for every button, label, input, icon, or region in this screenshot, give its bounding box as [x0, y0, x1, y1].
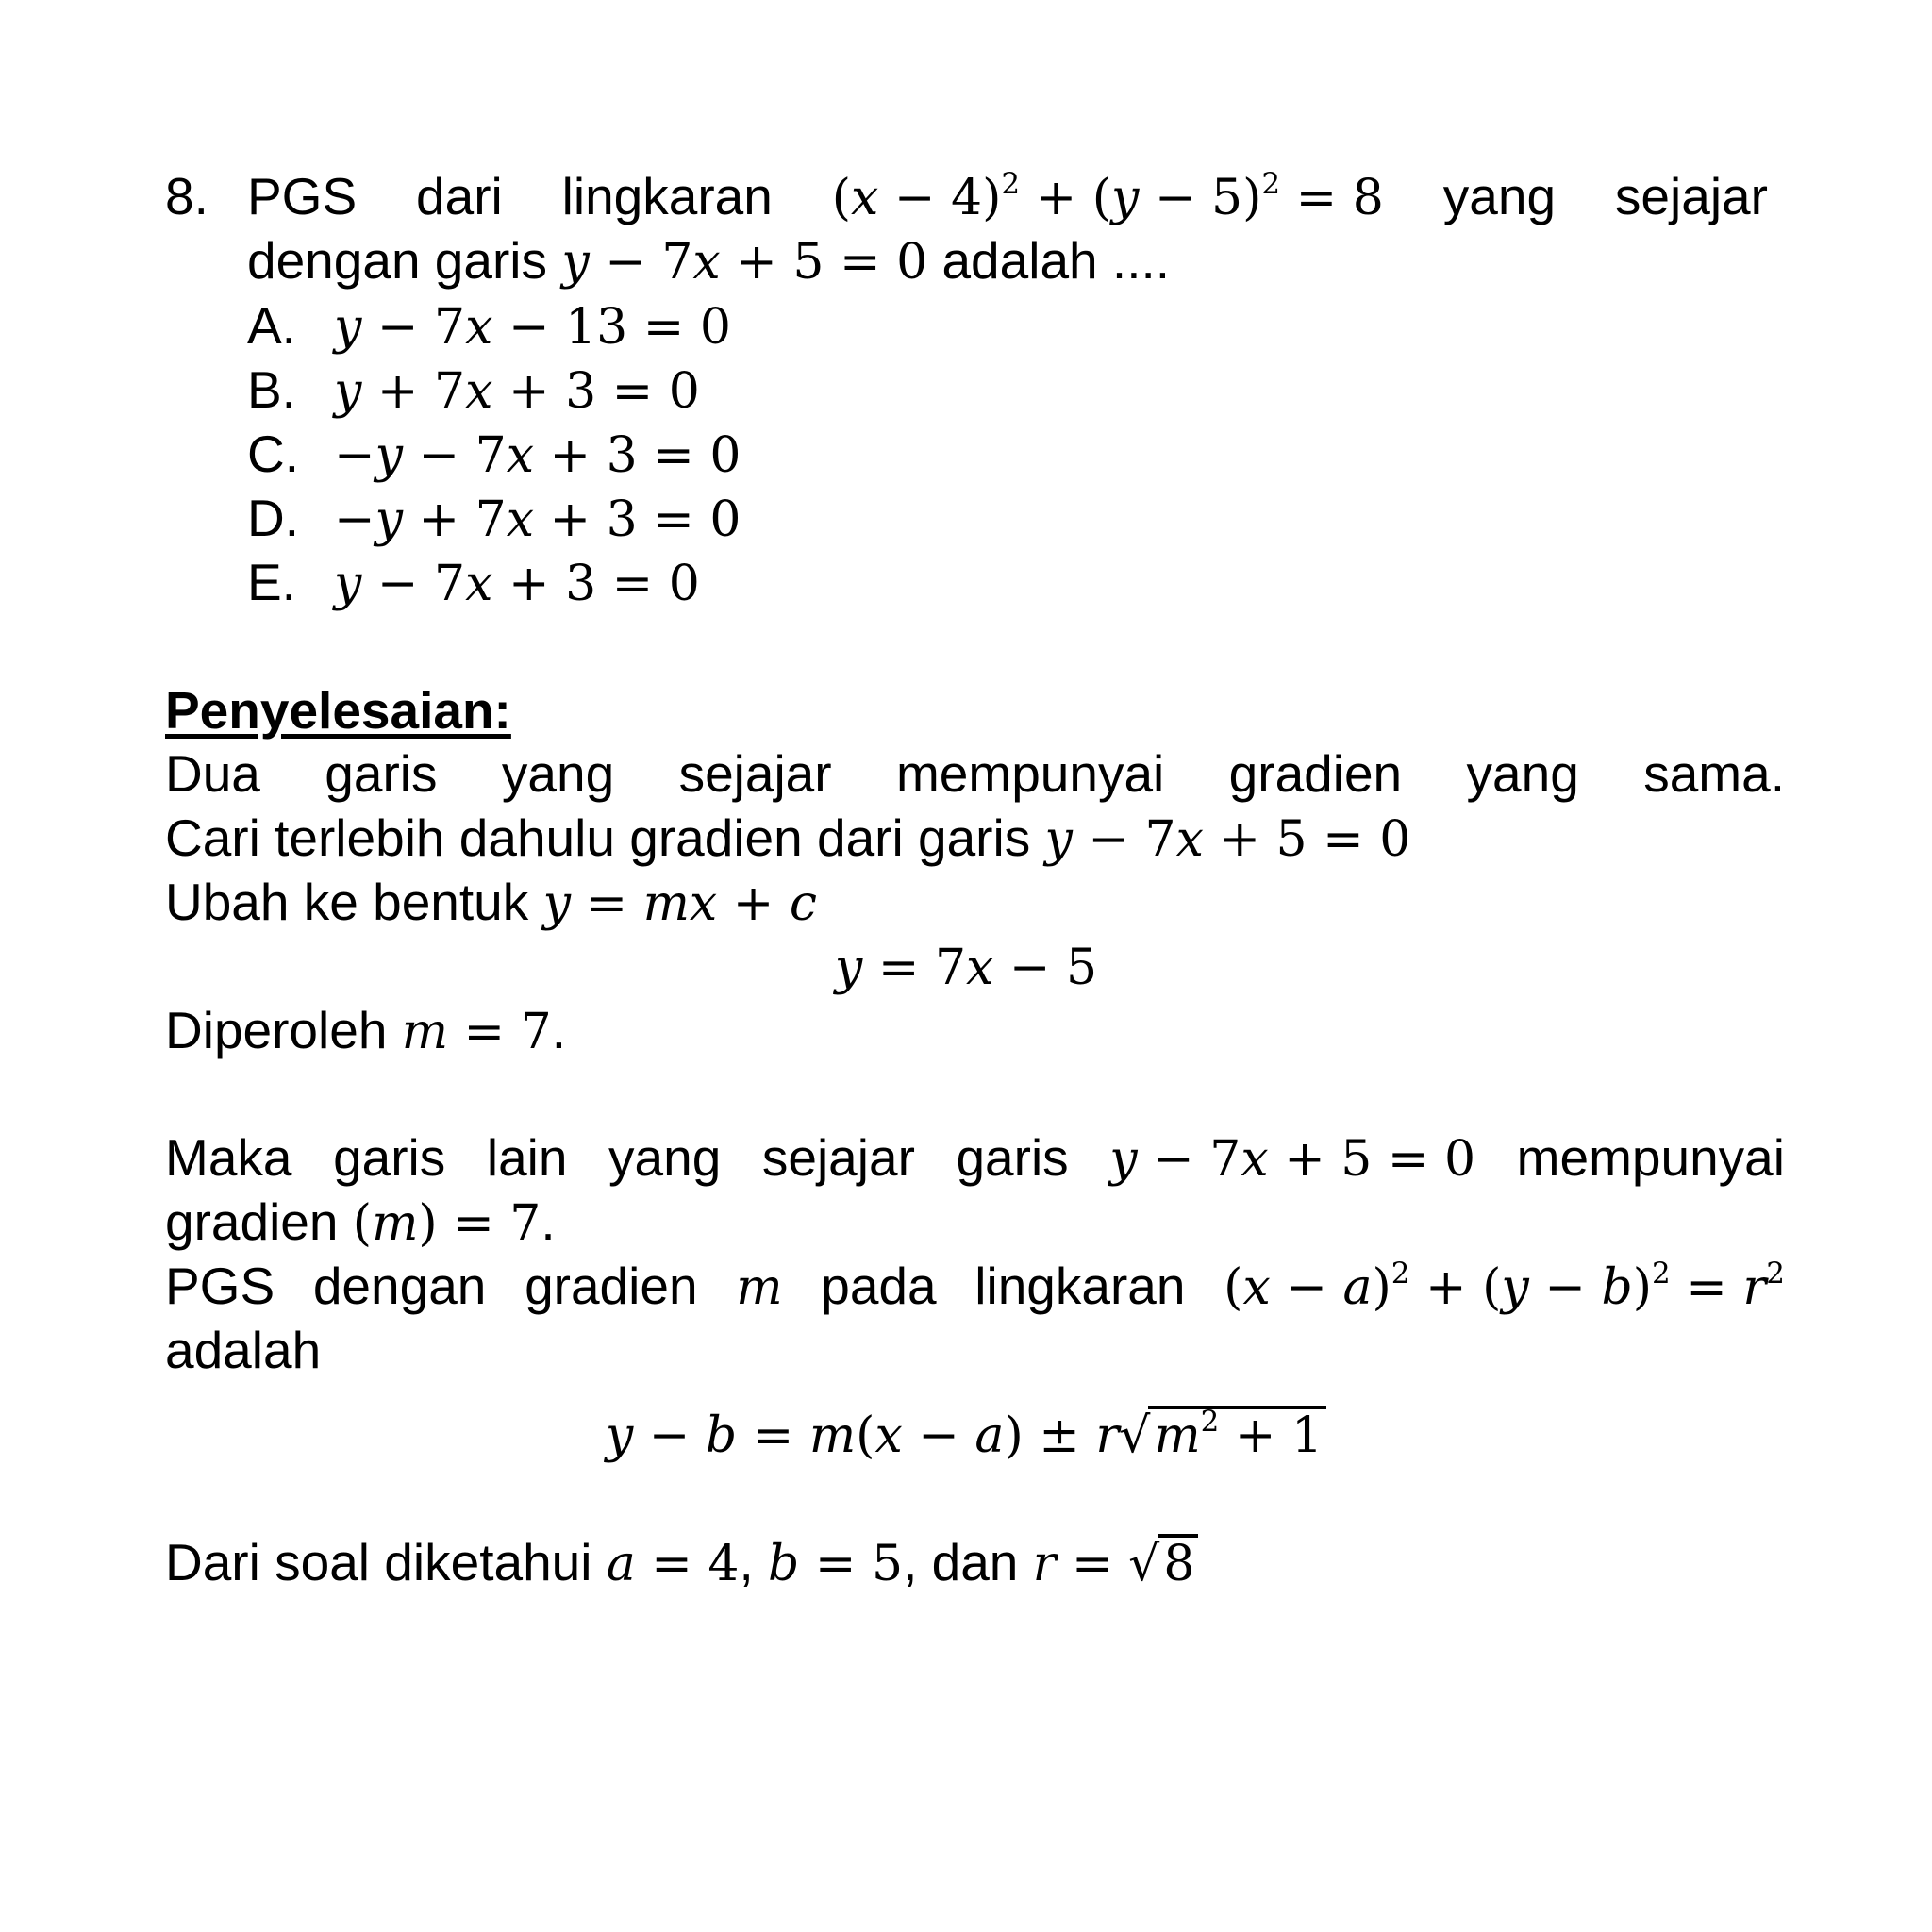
stem-word: PGS: [247, 167, 358, 225]
text: Diperoleh: [165, 1001, 388, 1059]
solution-heading: [165, 678, 511, 742]
line-equation: y − 7x + 5 = 0: [1109, 1131, 1476, 1188]
word: lain: [486, 1128, 568, 1187]
option-b[interactable]: [247, 358, 700, 424]
text: .: [541, 1192, 556, 1251]
stem-text: dengan garis: [247, 231, 548, 290]
word: pada: [821, 1257, 937, 1315]
word: garis: [956, 1128, 1069, 1187]
question-stem-line-2: [247, 228, 1768, 294]
value-b: b = 5: [768, 1536, 904, 1592]
option-e[interactable]: [247, 550, 700, 616]
word: lingkaran: [974, 1257, 1186, 1315]
option-d[interactable]: [247, 486, 741, 552]
option-label: C.: [247, 425, 299, 483]
option-equation: −y − 7x + 3 = 0: [334, 427, 741, 484]
gradient-value: m = 7: [401, 1004, 552, 1060]
word: gradien: [525, 1257, 698, 1315]
stem-text: adalah ....: [941, 231, 1171, 290]
word: Maka: [165, 1128, 292, 1187]
text: Dari soal diketahui: [165, 1533, 592, 1591]
word: sama.: [1643, 744, 1785, 803]
slope-intercept-form: y = mx + c: [542, 875, 817, 932]
text: adalah: [165, 1321, 322, 1379]
text: , dan: [903, 1533, 1019, 1591]
solution-paragraph-1-line-5: [165, 998, 1785, 1064]
option-equation: y − 7x − 13 = 0: [334, 299, 731, 356]
question-number: 8.: [165, 167, 208, 225]
word: mempunyai: [1516, 1128, 1785, 1187]
solution-paragraph-1-line-3: [165, 870, 1785, 936]
text: Ubah ke bentuk: [165, 873, 529, 931]
tangent-formula: $y - b = m(x - a) \pm r√m^2 + 1$: [0, 1402, 1932, 1469]
word: sejajar: [678, 744, 832, 803]
word: PGS: [165, 1257, 275, 1315]
text: .: [551, 1001, 567, 1059]
word: garis: [325, 744, 438, 803]
circle-equation: $(x - 4)^2 + (y - 5)^2 = 8$: [831, 167, 1384, 226]
stem-word: sejajar: [1614, 167, 1768, 225]
option-label: E.: [247, 553, 296, 611]
text: ,: [739, 1533, 754, 1591]
word: gradien: [1228, 744, 1403, 803]
word: mempunyai: [895, 744, 1165, 803]
line-equation: y − 7x + 5 = 0: [561, 234, 928, 291]
word: yang: [1466, 744, 1579, 803]
stem-word: lingkaran: [561, 167, 773, 225]
solution-paragraph-2-line-2: [165, 1190, 1785, 1256]
question-stem-line-1: [247, 164, 1768, 237]
word: yang: [608, 1128, 722, 1187]
solution-paragraph-4: [165, 1530, 1785, 1596]
solution-paragraph-3-line-1: [165, 1254, 1785, 1326]
solution-paragraph-2-line-1: [165, 1125, 1785, 1191]
option-a[interactable]: [247, 293, 731, 359]
line-equation: y − 7x + 5 = 0: [1044, 811, 1411, 868]
heading-text: Penyelesaian:: [165, 681, 511, 740]
square-root: √8: [1128, 1532, 1198, 1596]
solution-paragraph-1-line-1: [165, 741, 1785, 806]
option-equation: y − 7x + 3 = 0: [334, 556, 700, 612]
option-equation: y + 7x + 3 = 0: [334, 363, 700, 420]
word: yang: [501, 744, 615, 803]
centered-equation: y = 7x − 5: [834, 940, 1098, 996]
general-circle-equation: $(x - a)^2 + (y - b)^2 = r^2$: [1224, 1257, 1785, 1316]
option-label: D.: [247, 489, 299, 547]
gradient-variable: m: [736, 1259, 783, 1316]
word: dengan: [312, 1257, 487, 1315]
gradient-value: (m) = 7: [352, 1195, 541, 1252]
stem-word: dari: [416, 167, 503, 225]
word: sejajar: [761, 1128, 915, 1187]
word: Dua: [165, 744, 260, 803]
solution-paragraph-3-line-2: [165, 1318, 1785, 1382]
option-label: A.: [247, 296, 296, 355]
value-r: r = √8: [1033, 1536, 1199, 1592]
text: gradien: [165, 1192, 339, 1251]
option-equation: −y + 7x + 3 = 0: [334, 491, 741, 548]
option-c[interactable]: [247, 422, 741, 488]
text: Cari terlebih dahulu gradien dari garis: [165, 808, 1031, 867]
stem-word: yang: [1442, 167, 1557, 225]
square-root: $√m^2 + 1$: [1119, 1404, 1326, 1469]
word: garis: [333, 1128, 446, 1187]
option-label: B.: [247, 360, 296, 419]
value-a: a = 4: [606, 1536, 740, 1592]
solution-paragraph-1-line-2: [165, 806, 1785, 872]
